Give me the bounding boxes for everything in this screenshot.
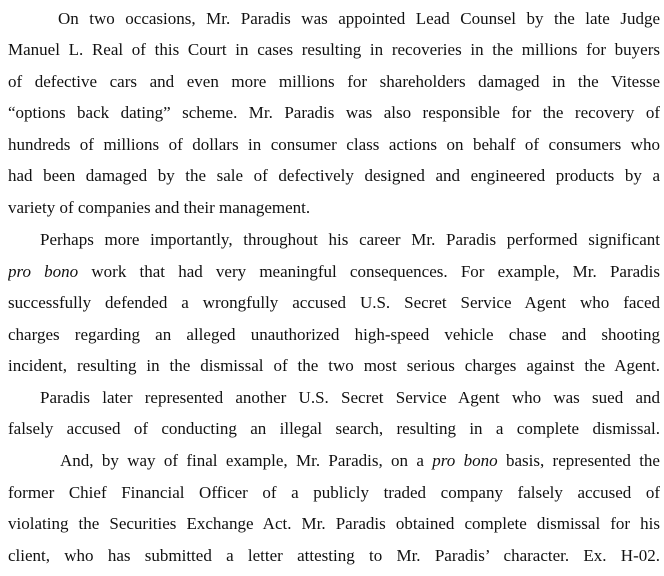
text-line: variety of companies and their management. [8,198,311,217]
text-line [60,450,660,472]
text-line: charges regarding an alleged unauthorized high-speed vehicle chase and shooting [8,325,660,344]
text-line: “options back dating” scheme. Mr. Paradis was also responsible for the recovery of [8,103,660,122]
text-line [8,261,660,283]
text-line: of defective cars and even more millions for shareholders damaged in the Vitesse [8,72,660,91]
text-line: violating the Securities Exchange Act. Mr. Paradis obtained complete dismissal for his [8,514,660,533]
text-line: had been damaged by the sale of defectively designed and engineered products by a [8,166,660,185]
text-line: former Chief Financial Officer of a publicly traded company falsely accused of [8,483,660,502]
text-span: work that had very meaningful consequences. For example, Mr. Paradis [78,262,660,281]
text-line: client, who has submitted a letter attesting to Mr. Paradis’ character. Ex. H-02. [8,546,660,565]
text-span: And, by way of final example, Mr. Paradis, on a [60,451,433,470]
text-line: Manuel L. Real of this Court in cases resulting in recoveries in the millions for buyers [8,40,660,59]
text-line: falsely accused of conducting an illegal search, resulting in a complete dismissal. [8,419,660,438]
text-line: On two occasions, Mr. Paradis was appointed Lead Counsel by the late Judge [58,9,660,28]
italic-phrase: pro bono [8,262,79,281]
text-line: Perhaps more importantly, throughout his career Mr. Paradis performed significant [40,230,660,249]
text-span: basis, represented the [497,451,660,470]
text-line: hundreds of millions of dollars in consumer class actions on behalf of consumers who [8,135,660,154]
text-line: incident, resulting in the dismissal of the two most serious charges against the Agent. [8,356,660,375]
italic-phrase: pro bono [432,451,498,470]
text-line: Paradis later represented another U.S. Secret Service Agent who was sued and [40,388,660,407]
text-line: successfully defended a wrongfully accused U.S. Secret Service Agent who faced [8,293,660,312]
